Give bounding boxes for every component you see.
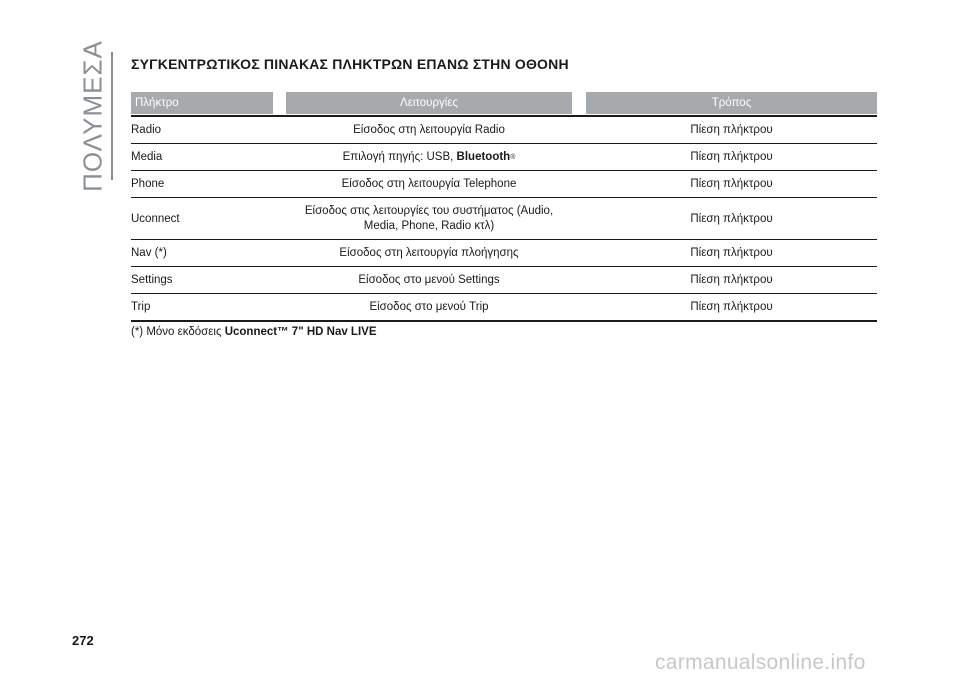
section-divider <box>111 52 113 180</box>
table-header <box>131 92 877 114</box>
row-mode: Πίεση πλήκτρου <box>690 178 773 190</box>
row-function-prefix: Επιλογή πηγής: USB, <box>342 150 457 163</box>
table-row <box>131 117 877 144</box>
table-row <box>131 240 877 267</box>
header-function: Λειτουργίες <box>286 92 572 114</box>
table-row <box>131 171 877 198</box>
row-function <box>281 198 577 239</box>
row-key: Media <box>131 151 163 163</box>
row-function-bold: Bluetooth <box>456 150 511 163</box>
watermark: carmanualsonline.info <box>655 651 866 674</box>
row-mode: Πίεση πλήκτρου <box>690 301 773 313</box>
row-mode: Πίεση πλήκτρου <box>690 212 773 225</box>
row-key: Radio <box>131 124 162 136</box>
footnote <box>131 326 377 338</box>
section-tab-label: ΠΟΛΥΜΕΣΑ <box>77 40 108 192</box>
row-key: Uconnect <box>131 212 180 225</box>
header-key: Πλήκτρο <box>131 92 273 114</box>
registered-mark: ® <box>510 153 516 161</box>
row-function-line1: Είσοδος στις λειτουργίες του συστήματος (Audio, <box>304 204 554 217</box>
footnote-prefix: (*) Μόνο εκδόσεις <box>131 326 225 338</box>
section-tab <box>77 40 108 192</box>
table-row <box>131 144 877 171</box>
row-function: Είσοδος στη λειτουργία Telephone <box>341 177 517 190</box>
table-row <box>131 198 877 240</box>
row-mode: Πίεση πλήκτρου <box>690 247 773 259</box>
row-mode: Πίεση πλήκτρου <box>690 124 773 136</box>
row-function: Είσοδος στη λειτουργία Radio <box>353 123 505 136</box>
row-function-line2: Media, Phone, Radio κτλ) <box>363 219 495 232</box>
table-row <box>131 294 877 322</box>
row-key: Trip <box>131 301 151 313</box>
table-row <box>131 267 877 294</box>
header-mode: Τρόπος <box>586 92 877 114</box>
row-function: Είσοδος στο μενού Trip <box>369 300 489 313</box>
buttons-table <box>131 92 877 322</box>
footnote-bold: Uconnect™ 7" HD Nav LIVE <box>224 326 377 338</box>
row-key: Nav (*) <box>131 247 167 259</box>
row-function <box>281 144 577 170</box>
row-mode: Πίεση πλήκτρου <box>690 274 773 286</box>
row-key: Settings <box>131 274 173 286</box>
row-function: Είσοδος στη λειτουργία πλοήγησης <box>339 246 519 259</box>
row-function: Είσοδος στο μενού Settings <box>358 273 500 286</box>
page-number: 272 <box>72 633 94 648</box>
row-key: Phone <box>131 178 165 190</box>
page-title: ΣΥΓΚΕΝΤΡΩΤΙΚΟΣ ΠΙΝΑΚΑΣ ΠΛΗΚΤΡΩΝ ΕΠΑΝΩ ΣΤΗΝ ΟΘΟΝΗ <box>131 56 569 72</box>
row-mode: Πίεση πλήκτρου <box>690 151 773 163</box>
